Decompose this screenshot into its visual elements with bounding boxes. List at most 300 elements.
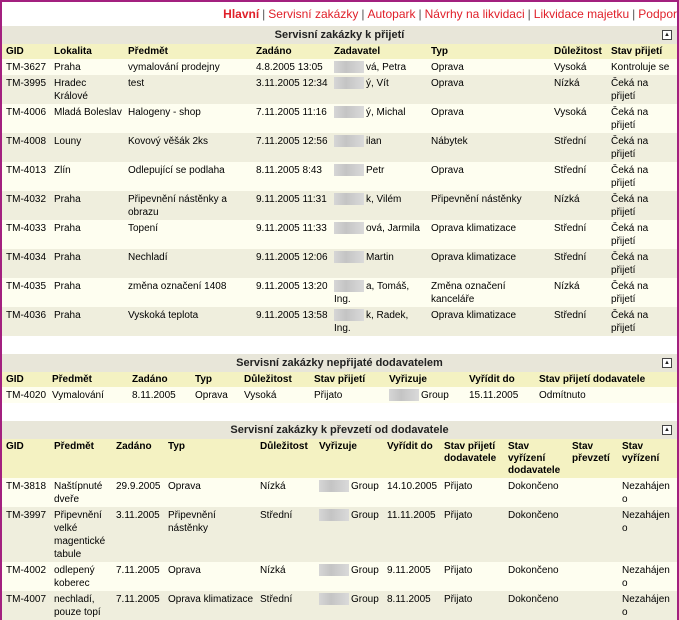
redacted-block — [319, 593, 349, 605]
table-cell — [330, 162, 427, 191]
cell-text: Oprava — [168, 565, 201, 576]
column-header[interactable]: Typ — [191, 372, 240, 387]
table-cell — [252, 220, 330, 249]
cell-text: 9.11.2005 — [387, 565, 431, 576]
table-cell — [535, 387, 677, 403]
section-title-text: Servisní zakázky nepřijaté dodavatelem — [236, 357, 443, 369]
header-row — [2, 372, 677, 387]
table-cell — [440, 562, 504, 591]
redacted-block — [334, 280, 364, 292]
table-cell — [550, 249, 607, 278]
column-header[interactable]: Vyřizuje — [385, 372, 465, 387]
table-cell — [50, 249, 124, 278]
table-row[interactable] — [2, 562, 677, 591]
cell-text: TM-3997 — [6, 510, 47, 521]
cell-text: Oprava — [431, 62, 464, 73]
cell-text: Naštípnuté dveře — [54, 481, 103, 505]
table-cell — [252, 191, 330, 220]
cell-text: ilan — [366, 136, 382, 147]
table-cell — [124, 162, 252, 191]
column-header[interactable]: Vyřídit do — [383, 439, 440, 478]
table-cell — [607, 59, 677, 75]
cell-text: Vysoká — [554, 62, 587, 73]
table-cell — [112, 507, 164, 562]
table-cell — [607, 104, 677, 133]
collapse-icon[interactable]: ▲ — [662, 30, 672, 40]
table-cell — [252, 133, 330, 162]
table-cell — [252, 162, 330, 191]
column-header[interactable]: GID — [2, 44, 50, 59]
cell-text: Odlepující se podlaha — [128, 165, 225, 176]
table-cell — [112, 562, 164, 591]
cell-text: Kontroluje se — [611, 62, 670, 73]
column-header[interactable]: Stav přijetí — [310, 372, 385, 387]
cell-text: TM-4032 — [6, 194, 47, 205]
nav-separator: | — [262, 7, 266, 21]
top-navigation — [223, 7, 677, 21]
cell-text: Nízká — [554, 78, 580, 89]
table-cell — [383, 478, 440, 507]
column-header[interactable]: Typ — [427, 44, 550, 59]
cell-text: TM-4036 — [6, 310, 47, 321]
table-row[interactable] — [2, 59, 677, 75]
nav-separator: | — [418, 7, 422, 21]
cell-text: TM-4013 — [6, 165, 47, 176]
table-cell — [252, 59, 330, 75]
redacted-block — [389, 389, 419, 401]
orders-to-accept-table — [2, 44, 677, 336]
table-cell — [440, 507, 504, 562]
table-cell — [330, 278, 427, 307]
table-cell — [550, 59, 607, 75]
cell-text: Připevnění nástěnky a obrazu — [128, 194, 227, 218]
table-cell — [124, 75, 252, 104]
cell-text: Čeká na přijetí — [611, 310, 649, 334]
table-row[interactable] — [2, 387, 677, 403]
table-cell — [164, 478, 256, 507]
table-cell — [124, 59, 252, 75]
cell-text: Louny — [54, 136, 82, 147]
table-cell — [256, 591, 315, 620]
table-cell — [112, 591, 164, 620]
table-cell — [2, 278, 50, 307]
table-cell — [330, 75, 427, 104]
column-header[interactable]: Lokalita — [50, 44, 124, 59]
redacted-block — [334, 222, 364, 234]
column-header[interactable]: Důležitost — [256, 439, 315, 478]
cell-text: Dokončeno — [508, 481, 559, 492]
cell-text: Hradec Králové — [54, 78, 88, 102]
table-cell — [607, 133, 677, 162]
cell-text: Praha — [54, 310, 81, 321]
cell-text: Čeká na přijetí — [611, 223, 649, 247]
table-cell — [330, 249, 427, 278]
cell-text: Oprava klimatizace — [431, 252, 517, 263]
table-cell — [2, 59, 50, 75]
nav-link-1[interactable]: Hlavní — [223, 7, 260, 21]
table-cell — [607, 307, 677, 336]
table-row[interactable] — [2, 591, 677, 620]
table-cell — [330, 133, 427, 162]
cell-text: Oprava klimatizace — [431, 223, 517, 234]
nav-link-4[interactable]: Návrhy na likvidaci — [424, 7, 525, 21]
table-cell — [440, 478, 504, 507]
table-cell — [550, 75, 607, 104]
column-header[interactable]: Stav přijetí dodavatele — [535, 372, 677, 387]
table-cell — [124, 191, 252, 220]
table-cell — [50, 562, 112, 591]
table-cell — [50, 220, 124, 249]
column-header[interactable]: Stav vyřízení — [618, 439, 677, 478]
table-cell — [50, 162, 124, 191]
cell-text: 9.11.2005 12:06 — [256, 252, 328, 263]
cell-text: 15.11.2005 — [469, 390, 519, 401]
cell-text: Vymalování — [52, 390, 104, 401]
cell-text: 7.11.2005 — [116, 594, 160, 605]
cell-text: Připevnění velké magentické tabule — [54, 510, 106, 560]
table-cell — [2, 249, 50, 278]
table-cell — [550, 133, 607, 162]
cell-text: 3.11.2005 — [116, 510, 160, 521]
cell-text: k, Radek, Ing. — [334, 310, 409, 334]
column-header[interactable]: Stav převzetí — [568, 439, 618, 478]
table-row[interactable] — [2, 478, 677, 507]
table-cell — [2, 562, 50, 591]
table-cell — [48, 387, 128, 403]
cell-text: Střední — [260, 510, 293, 521]
nav-link-5[interactable]: Likvidace majetku — [533, 7, 630, 21]
table-cell — [383, 591, 440, 620]
cell-text: 9.11.2005 11:31 — [256, 194, 327, 205]
table-cell — [256, 478, 315, 507]
cell-text: Martin — [366, 252, 394, 263]
cell-text: 11.11.2005 — [387, 510, 436, 521]
column-header[interactable]: GID — [2, 372, 48, 387]
cell-text: ová, Jarmila — [366, 223, 420, 234]
table-cell — [550, 104, 607, 133]
table-cell — [427, 75, 550, 104]
cell-text: vá, Petra — [366, 62, 407, 73]
table-row[interactable] — [2, 507, 677, 562]
cell-text: ý, Vít — [366, 78, 389, 89]
cell-text: Group — [421, 390, 449, 401]
table-cell — [607, 75, 677, 104]
table-cell — [550, 307, 607, 336]
nav-link-2[interactable]: Servisní zakázky — [268, 7, 359, 21]
redacted-block — [319, 509, 349, 521]
cell-text: TM-3627 — [6, 62, 47, 73]
cell-text: Nábytek — [431, 136, 468, 147]
table-cell — [607, 162, 677, 191]
table-cell — [465, 387, 535, 403]
column-header[interactable]: Důležitost — [550, 44, 607, 59]
cell-text: 9.11.2005 13:58 — [256, 310, 328, 321]
table-cell — [2, 478, 50, 507]
nav-link-3[interactable]: Autopark — [367, 7, 416, 21]
redacted-block — [334, 135, 364, 147]
column-header[interactable]: Důležitost — [240, 372, 310, 387]
column-header[interactable]: Stav přijetí — [607, 44, 677, 59]
cell-text: Střední — [554, 310, 587, 321]
table-cell — [2, 387, 48, 403]
table-cell — [112, 478, 164, 507]
cell-text: Přijato — [444, 481, 473, 492]
cell-text: TM-4020 — [6, 390, 47, 401]
table-cell — [252, 249, 330, 278]
table-cell — [607, 278, 677, 307]
cell-text: Nízká — [260, 565, 286, 576]
cell-text: Kovový věšák 2ks — [128, 136, 209, 147]
column-header[interactable]: Zadáno — [128, 372, 191, 387]
cell-text: Group — [351, 565, 379, 576]
table-cell — [315, 591, 383, 620]
cell-text: 29.9.2005 — [116, 481, 161, 492]
redacted-block — [334, 193, 364, 205]
cell-text: Nezahájeno — [622, 565, 670, 589]
cell-text: odlepený koberec — [54, 565, 95, 589]
cell-text: 8.11.2005 — [132, 390, 176, 401]
cell-text: 8.11.2005 — [387, 594, 431, 605]
table-cell — [618, 478, 677, 507]
cell-text: Oprava — [168, 481, 201, 492]
table-cell — [618, 507, 677, 562]
cell-text: Praha — [54, 223, 81, 234]
section-orders-to-take-over — [2, 421, 677, 620]
cell-text: Přijato — [444, 594, 473, 605]
cell-text: Připevnění nástěnky — [431, 194, 522, 205]
table-cell — [50, 133, 124, 162]
cell-text: TM-3818 — [6, 481, 47, 492]
cell-text: Group — [351, 481, 379, 492]
redacted-block — [334, 164, 364, 176]
section-title — [2, 354, 677, 372]
table-cell — [252, 104, 330, 133]
nav-separator: | — [527, 7, 531, 21]
column-header[interactable]: Vyřizuje — [315, 439, 383, 478]
column-header[interactable]: Zadáno — [252, 44, 330, 59]
cell-text: Nízká — [554, 194, 580, 205]
table-cell — [504, 507, 568, 562]
table-cell — [315, 507, 383, 562]
redacted-block — [334, 77, 364, 89]
table-cell — [124, 307, 252, 336]
table-cell — [427, 278, 550, 307]
table-cell — [618, 591, 677, 620]
table-row[interactable] — [2, 220, 677, 249]
cell-text: Čeká na přijetí — [611, 194, 649, 218]
header-row — [2, 439, 677, 478]
cell-text: TM-4034 — [6, 252, 47, 263]
table-cell — [330, 307, 427, 336]
table-row[interactable] — [2, 162, 677, 191]
table-cell — [50, 478, 112, 507]
cell-text: Vysoká — [554, 107, 587, 118]
column-header[interactable]: Stav přijetí dodavatele — [440, 439, 504, 478]
cell-text: Dokončeno — [508, 594, 559, 605]
redacted-block — [334, 61, 364, 73]
cell-text: Nízká — [554, 281, 580, 292]
table-cell — [2, 507, 50, 562]
section-title — [2, 26, 677, 44]
table-cell — [568, 562, 618, 591]
table-cell — [2, 133, 50, 162]
redacted-block — [319, 564, 349, 576]
nav-link-6[interactable]: Podpor — [638, 7, 677, 21]
column-header[interactable]: Předmět — [124, 44, 252, 59]
table-cell — [618, 562, 677, 591]
table-cell — [504, 591, 568, 620]
table-cell — [2, 591, 50, 620]
cell-text: Čeká na přijetí — [611, 252, 649, 276]
collapse-icon[interactable]: ▲ — [662, 425, 672, 435]
cell-text: Čeká na přijetí — [611, 107, 649, 131]
table-cell — [124, 249, 252, 278]
table-cell — [128, 387, 191, 403]
table-cell — [315, 562, 383, 591]
table-cell — [50, 591, 112, 620]
cell-text: 7.11.2005 — [116, 565, 160, 576]
table-row[interactable] — [2, 133, 677, 162]
table-cell — [2, 307, 50, 336]
cell-text: TM-4002 — [6, 565, 47, 576]
cell-text: 4.8.2005 13:05 — [256, 62, 323, 73]
table-cell — [568, 478, 618, 507]
cell-text: Střední — [554, 165, 587, 176]
table-cell — [330, 191, 427, 220]
cell-text: ý, Michal — [366, 107, 406, 118]
cell-text: 9.11.2005 13:20 — [256, 281, 328, 292]
table-cell — [504, 562, 568, 591]
cell-text: Group — [351, 594, 379, 605]
cell-text: Petr — [366, 165, 385, 176]
column-header[interactable]: Zadavatel — [330, 44, 427, 59]
table-row[interactable] — [2, 104, 677, 133]
cell-text: Zlín — [54, 165, 71, 176]
cell-text: 9.11.2005 11:33 — [256, 223, 327, 234]
cell-text: Vyskoká teplota — [128, 310, 199, 321]
cell-text: TM-4007 — [6, 594, 47, 605]
cell-text: nechladí, pouze topí — [54, 594, 101, 618]
table-row[interactable] — [2, 278, 677, 307]
column-header[interactable]: Typ — [164, 439, 256, 478]
table-cell — [427, 191, 550, 220]
table-row[interactable] — [2, 75, 677, 104]
cell-text: Nezahájeno — [622, 594, 670, 618]
cell-text: Přijato — [444, 510, 473, 521]
table-row[interactable] — [2, 249, 677, 278]
cell-text: Přijato — [314, 390, 343, 401]
table-cell — [568, 507, 618, 562]
cell-text: Střední — [260, 594, 293, 605]
cell-text: Čeká na přijetí — [611, 136, 649, 160]
table-cell — [50, 191, 124, 220]
column-header[interactable]: Zadáno — [112, 439, 164, 478]
table-cell — [164, 591, 256, 620]
cell-text: Nechladí — [128, 252, 168, 263]
nav-separator: | — [361, 7, 365, 21]
cell-text: Připevnění nástěnky — [168, 510, 216, 534]
cell-text: Oprava — [431, 107, 464, 118]
table-cell — [607, 220, 677, 249]
table-cell — [568, 591, 618, 620]
column-header[interactable]: Vyřídit do — [465, 372, 535, 387]
cell-text: TM-4008 — [6, 136, 47, 147]
cell-text: Oprava — [431, 165, 464, 176]
table-cell — [50, 75, 124, 104]
redacted-block — [334, 309, 364, 321]
cell-text: 14.10.2005 — [387, 481, 438, 492]
table-cell — [2, 162, 50, 191]
table-cell — [50, 507, 112, 562]
table-cell — [330, 220, 427, 249]
column-header[interactable]: Předmět — [50, 439, 112, 478]
cell-text: TM-3995 — [6, 78, 47, 89]
table-cell — [504, 478, 568, 507]
table-cell — [191, 387, 240, 403]
table-cell — [2, 104, 50, 133]
table-cell — [124, 104, 252, 133]
table-cell — [427, 162, 550, 191]
cell-text: Odmítnuto — [539, 390, 586, 401]
redacted-block — [319, 480, 349, 492]
cell-text: 3.11.2005 12:34 — [256, 78, 328, 89]
table-cell — [50, 278, 124, 307]
table-cell — [164, 507, 256, 562]
orders-to-take-over-table — [2, 439, 677, 620]
cell-text: Mladá Boleslav — [54, 107, 122, 118]
section-title — [2, 421, 677, 439]
table-cell — [2, 220, 50, 249]
cell-text: Vysoká — [244, 390, 277, 401]
column-header[interactable]: GID — [2, 439, 50, 478]
orders-not-accepted-table — [2, 372, 677, 403]
table-cell — [124, 220, 252, 249]
cell-text: Přijato — [444, 565, 473, 576]
column-header[interactable]: Předmět — [48, 372, 128, 387]
table-cell — [256, 562, 315, 591]
table-cell — [427, 133, 550, 162]
table-cell — [550, 220, 607, 249]
table-cell — [315, 478, 383, 507]
table-cell — [550, 191, 607, 220]
cell-text: změna označení 1408 — [128, 281, 227, 292]
table-cell — [427, 307, 550, 336]
table-cell — [385, 387, 465, 403]
cell-text: Střední — [554, 136, 587, 147]
table-cell — [252, 75, 330, 104]
table-row[interactable] — [2, 307, 677, 336]
cell-text: 7.11.2005 11:16 — [256, 107, 327, 118]
table-cell — [2, 191, 50, 220]
table-cell — [607, 191, 677, 220]
table-cell — [427, 104, 550, 133]
table-cell — [383, 507, 440, 562]
cell-text: Nezahájeno — [622, 481, 670, 505]
cell-text: Praha — [54, 252, 81, 263]
cell-text: Group — [351, 510, 379, 521]
table-cell — [607, 249, 677, 278]
section-orders-not-accepted — [2, 354, 677, 403]
cell-text: Topení — [128, 223, 159, 234]
table-cell — [427, 220, 550, 249]
collapse-icon[interactable]: ▲ — [662, 358, 672, 368]
table-row[interactable] — [2, 191, 677, 220]
cell-text: Oprava — [431, 78, 464, 89]
table-cell — [550, 162, 607, 191]
cell-text: a, Tomáš, Ing. — [334, 281, 410, 305]
column-header[interactable]: Stav vyřízení dodavatele — [504, 439, 568, 478]
table-cell — [252, 278, 330, 307]
